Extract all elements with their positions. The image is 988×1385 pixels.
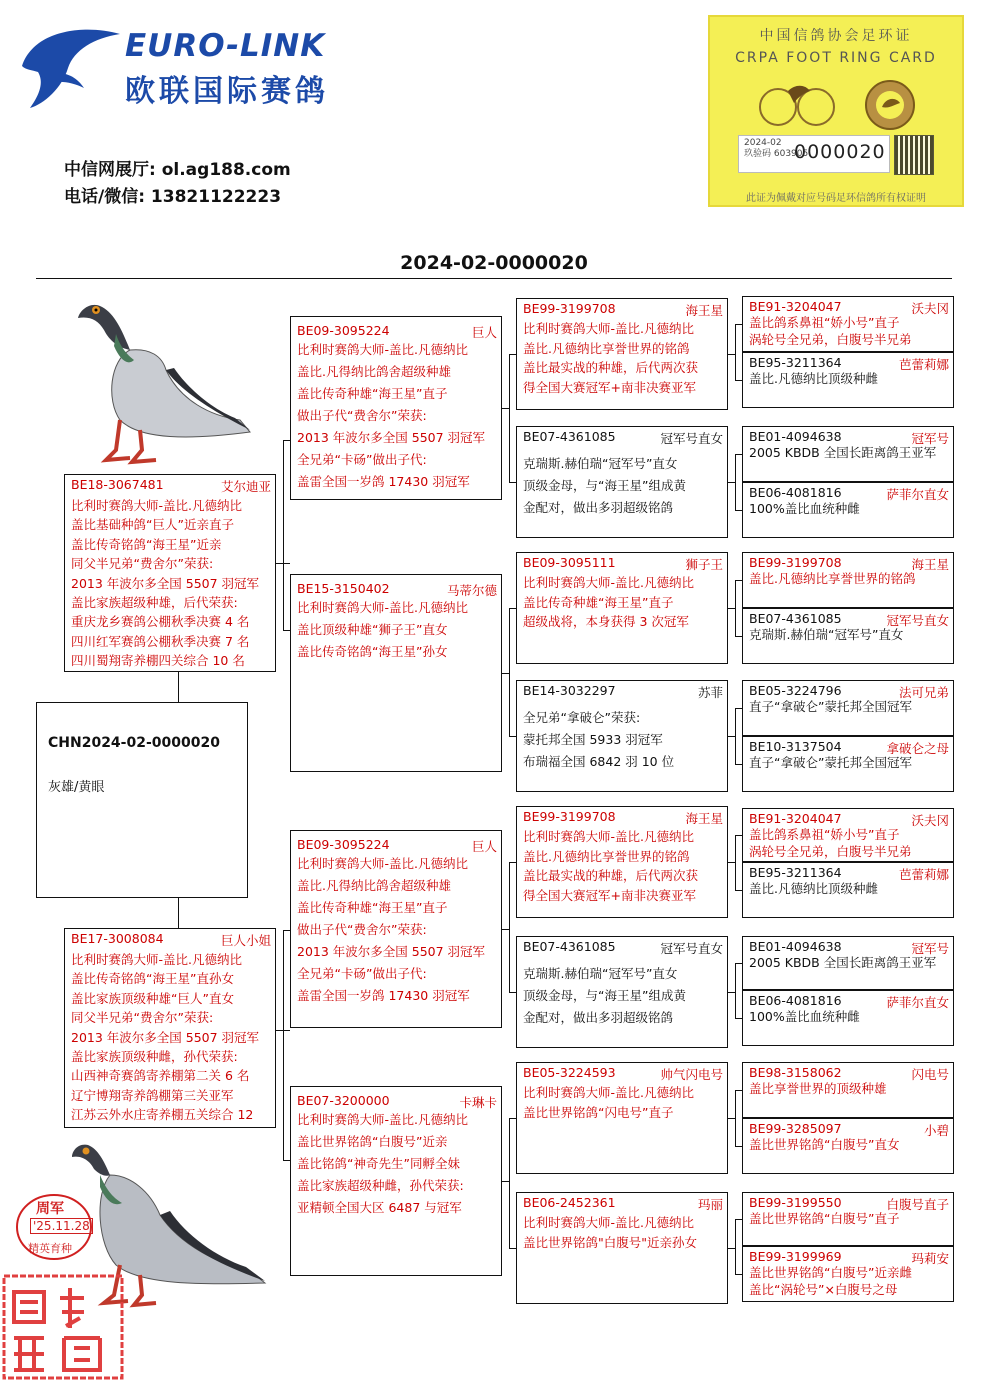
pigeon-id: BE10-3137504 (749, 739, 842, 754)
connector (283, 440, 284, 630)
connector (735, 454, 742, 455)
pigeon-notes: 2005 KBDB 全国长距离鸽王亚军 (749, 955, 937, 970)
pigeon-id: BE99-3285097 (749, 1121, 842, 1136)
g4-box-4 (742, 482, 954, 538)
square-chop-seal-icon (0, 1272, 128, 1382)
pigeon-id: BE01-4094638 (749, 939, 842, 954)
connector (735, 510, 742, 511)
pigeon-id: BE15-3150402 (297, 581, 390, 596)
pigeon-notes: 盖比世界铭鸽“白腹号”直女 (749, 1137, 900, 1152)
g4-box-5 (742, 552, 954, 608)
connector (735, 324, 742, 325)
g2-box-1 (290, 316, 502, 500)
pigeon-id: BE09-3095224 (297, 323, 390, 338)
pigeon-id: BE06-4081816 (749, 485, 842, 500)
subject-box (36, 702, 248, 898)
pigeon-notes: 盖比鸽系鼻祖“娇小号”直子 涡轮号全兄弟，白腹号半兄弟 (749, 827, 912, 859)
logo-chinese: 欧联国际赛鸽 (125, 74, 329, 109)
pigeon-name: 巨人 (471, 839, 497, 854)
pigeon-id: BE06-2452361 (523, 1195, 616, 1210)
connector (509, 1118, 516, 1119)
g4-box-14 (742, 1118, 954, 1174)
pigeon-name: 拿破仑之母 (886, 741, 949, 756)
pigeon-id: BE07-4361085 (749, 611, 842, 626)
pigeon-name: 海王星 (685, 811, 723, 826)
pigeon-notes: 比利时赛鸽大师-盖比.凡德纳比 盖比世界铭鸽"白腹号"近亲孙女 (523, 1215, 697, 1250)
pigeon-notes: 盖比.凡德纳比享誉世界的铭鸽 (749, 571, 916, 586)
connector (735, 1090, 736, 1146)
pedigree-title: 2024-02-0000020 (400, 252, 588, 274)
pigeon-id: BE01-4094638 (749, 429, 842, 444)
connector (502, 1181, 509, 1182)
pigeon-id: BE95-3211364 (749, 355, 842, 370)
pigeon-id: BE07-4361085 (523, 939, 616, 954)
pigeon-id: BE99-3199969 (749, 1249, 842, 1264)
pigeon-name: 巨人 (471, 325, 497, 340)
pigeon-notes: 100%盖比血统种雌 (749, 501, 860, 516)
pigeon-notes: 比利时赛鸽大师-盖比.凡德纳比 盖比基础种鸽“巨人”近亲直子 盖比传奇铭鸽“海王星”近亲 同父半兄弟“费舍尔”荣获: 2013 年波尔多全国 5507 羽冠军 盖比家族超级种雄，后代荣获: 重庆龙乡赛鸽公棚秋季决赛 4 名 四川红军赛鸽公棚秋季决赛 7 名 四川蜀翔寄养棚四关综合 10 名 (71, 498, 260, 669)
connector (178, 898, 179, 928)
connector (728, 482, 735, 483)
connector (509, 992, 516, 993)
stamp-name: 周军 (36, 1201, 64, 1217)
pigeon-id: BE95-3211364 (749, 865, 842, 880)
subject-desc: 灰雄/黄眼 (48, 780, 105, 795)
pigeon-notes: 比利时赛鸽大师-盖比.凡德纳比 盖比传奇种雄“海王星”直子 超级战将，本身获得 3 次冠军 (523, 575, 694, 629)
connector (735, 963, 736, 1018)
connector (728, 354, 735, 355)
connector (509, 1118, 510, 1248)
pigeon-name: 沃夫冈 (911, 813, 949, 828)
g3-box-8 (516, 1192, 728, 1304)
pigeon-name: 冠军号 (911, 941, 949, 956)
g4-box-9 (742, 808, 954, 862)
connector (735, 580, 742, 581)
pigeon-name: 沃夫冈 (911, 301, 949, 316)
pigeon-notes: 直子“拿破仑”蒙托邦全国冠军 (749, 699, 912, 714)
ring-card-footer: 此证为佩戴对应号码足环信鸽所有权证明 (746, 193, 926, 204)
connector (735, 1219, 742, 1220)
connector (728, 1118, 735, 1119)
connector (509, 862, 516, 863)
g3-box-5 (516, 806, 728, 918)
pigeon-id: BE99-3199708 (523, 809, 616, 824)
pigeon-notes: 比利时赛鸽大师-盖比.凡德纳比 盖比.凡得纳比鸽舍超级种雄 盖比传奇种雄“海王星”直子 做出子代“费舍尔”荣获: 2013 年波尔多全国 5507 羽冠军 全兄弟“卡砀”做出子代: 盖雷全国一岁鸽 17430 羽冠军 (297, 856, 486, 1003)
connector (178, 672, 179, 702)
logo-english: EURO-LINK (125, 28, 326, 64)
pigeon-notes: 克瑞斯.赫伯瑞“冠军号”直女 顶级金母，与“海王星”组成黄 金配对，做出多羽超级铭鸽 (523, 966, 686, 1025)
pigeon-id: BE09-3095224 (297, 837, 390, 852)
ring-number: 0000020 (794, 141, 886, 163)
connector (735, 1219, 736, 1274)
stamp-date: '25.11.28 (30, 1218, 93, 1234)
pigeon-name: 帅气闪电号 (660, 1067, 723, 1082)
pigeon-notes: 盖比.凡德纳比顶级种雌 (749, 881, 878, 896)
pigeon-notes: 比利时赛鸽大师-盖比.凡德纳比 盖比.凡得纳比鸽舍超级种雄 盖比传奇种雄“海王星”直子 做出子代“费舍尔”荣获: 2013 年波尔多全国 5507 羽冠军 全兄弟“卡砀”做出子代: 盖雷全国一岁鸽 17430 羽冠军 (297, 342, 486, 489)
g2-box-3 (290, 830, 502, 1028)
connector (735, 835, 742, 836)
pigeon-name: 闪电号 (911, 1067, 949, 1082)
stamp-label: 精英育种 (28, 1242, 72, 1255)
connector (502, 929, 509, 930)
pigeon-name: 狮子王 (685, 557, 723, 572)
pigeon-notes: 比利时赛鸽大师-盖比.凡德纳比 盖比顶级种雄“狮子王”直女 盖比传奇铭鸽“海王星”孙女 (297, 600, 468, 659)
g4-box-7 (742, 680, 954, 736)
pigeon-id: BE99-3199708 (523, 301, 616, 316)
g4-box-11 (742, 936, 954, 990)
pigeon-notes: 盖比享誉世界的顶级种雄 (749, 1081, 887, 1096)
g3-box-3 (516, 552, 728, 664)
connector (735, 835, 736, 890)
globe-pigeon-emblem-icon (758, 77, 838, 133)
pigeon-name: 萨菲尔直女 (886, 995, 949, 1010)
pigeon-notes: 克瑞斯.赫伯瑞“冠军号”直女 顶级金母，与“海王星”组成黄 金配对，做出多羽超级铭鸽 (523, 456, 686, 515)
pigeon-name: 冠军号直女 (660, 431, 723, 446)
qr-code-icon (894, 135, 934, 175)
pigeon-id: BE07-4361085 (523, 429, 616, 444)
pigeon-id: BE99-3199550 (749, 1195, 842, 1210)
connector (735, 1090, 742, 1091)
pigeon-id: BE17-3008084 (71, 931, 164, 946)
pigeon-id: BE91-3204047 (749, 299, 842, 314)
pigeon-photo-top (70, 290, 255, 470)
pigeon-name: 苏菲 (697, 685, 723, 700)
connector (502, 673, 509, 674)
connector (283, 630, 290, 631)
connector (735, 324, 736, 380)
pigeon-id: BE18-3067481 (71, 477, 164, 492)
pigeon-name: 芭蕾莉娜 (898, 357, 949, 372)
pigeon-notes: 克瑞斯.赫伯瑞“冠军号”直女 (749, 627, 904, 642)
pigeon-notes: 比利时赛鸽大师-盖比.凡德纳比 盖比.凡德纳比享誉世界的铭鸽 盖比最实战的种雄，后代两次获 得全国大赛冠军+南非决赛亚军 (523, 829, 699, 903)
pigeon-id: BE91-3204047 (749, 811, 842, 826)
pigeon-name: 马蒂尔德 (446, 583, 497, 598)
pigeon-notes: 2005 KBDB 全国长距离鸽王亚军 (749, 445, 937, 460)
ring-card-title-en: CRPA FOOT RING CARD (735, 50, 937, 66)
connector (509, 354, 510, 482)
connector (735, 890, 742, 891)
pigeon-name: 海王星 (911, 557, 949, 572)
pigeon-name: 芭蕾莉娜 (898, 867, 949, 882)
pigeon-notes: 盖比鸽系鼻祖“娇小号”直子 涡轮号全兄弟，白腹号半兄弟 (749, 315, 912, 347)
connector (735, 708, 736, 764)
crpa-seal-icon (860, 77, 920, 133)
connector (728, 1248, 735, 1249)
connector (283, 930, 290, 931)
pigeon-name: 卡琳卡 (459, 1095, 497, 1110)
connector (728, 608, 735, 609)
connector (509, 1248, 516, 1249)
pigeon-name: 萨菲尔直女 (886, 487, 949, 502)
g4-box-16 (742, 1246, 954, 1302)
g3-box-1 (516, 298, 728, 410)
pigeon-id: BE09-3095111 (523, 555, 616, 570)
g3-box-2 (516, 426, 728, 538)
pigeon-id: BE14-3032297 (523, 683, 616, 698)
g4-box-6 (742, 608, 954, 664)
connector (735, 963, 742, 964)
sire-box (64, 474, 276, 672)
pigeon-name: 玛丽 (697, 1197, 723, 1212)
pigeon-name: 法可兄弟 (898, 685, 949, 700)
pigeon-id: BE07-3200000 (297, 1093, 390, 1108)
pigeon-notes: 比利时赛鸽大师-盖比.凡德纳比 盖比.凡德纳比享誉世界的铭鸽 盖比最实战的种雄，后代两次获 得全国大赛冠军+南非决赛亚军 (523, 321, 699, 395)
connector (509, 736, 516, 737)
pigeon-notes: 100%盖比血统种雌 (749, 1009, 860, 1024)
pigeon-id: BE06-4081816 (749, 993, 842, 1008)
pigeon-name: 冠军号 (911, 431, 949, 446)
connector (728, 992, 735, 993)
g2-box-4 (290, 1086, 502, 1276)
foot-ring-card (708, 15, 964, 207)
connector (509, 608, 516, 609)
connector (735, 380, 742, 381)
connector (735, 580, 736, 636)
pigeon-notes: 比利时赛鸽大师-盖比.凡德纳比 盖比世界铭鸽“闪电号”直子 (523, 1085, 694, 1120)
connector (735, 1146, 742, 1147)
g4-box-12 (742, 990, 954, 1046)
connector (509, 354, 516, 355)
pigeon-id: BE05-3224593 (523, 1065, 616, 1080)
dam-box (64, 928, 276, 1128)
g3-box-6 (516, 936, 728, 1048)
g4-box-13 (742, 1062, 954, 1118)
g3-box-7 (516, 1062, 728, 1174)
contact-phone: 电话/微信: 13821122223 (64, 187, 282, 207)
pigeon-name: 巨人小姐 (220, 933, 271, 948)
pigeon-notes: 直子“拿破仑”蒙托邦全国冠军 (749, 755, 912, 770)
g4-box-1 (742, 296, 954, 352)
pigeon-name: 冠军号直女 (886, 613, 949, 628)
connector (509, 862, 510, 992)
contact-website: 中信网展厅: ol.ag188.com (64, 160, 291, 180)
connector (509, 482, 516, 483)
pigeon-id: BE98-3158062 (749, 1065, 842, 1080)
ring-year: 2024-02 玖验码 603905 (744, 138, 809, 159)
pigeon-notes: 盖比世界铭鸽“白腹号”直子 (749, 1211, 900, 1226)
pigeon-name: 小碧 (923, 1123, 949, 1138)
pigeon-name: 冠军号直女 (660, 941, 723, 956)
pigeon-name: 白腹号直子 (886, 1197, 949, 1212)
pigeon-id: BE05-3224796 (749, 683, 842, 698)
title-rule (36, 278, 952, 279)
pigeon-notes: 比利时赛鸽大师-盖比.凡德纳比 盖比传奇铭鸽“海王星”直孙女 盖比家族顶级种雄“巨人”直女 同父半兄弟“费舍尔”荣获: 2013 年波尔多全国 5507 羽冠军 盖比家族顶级种雌，孙代荣获: 山西神奇赛鸽寄养棚第二关 6 名 辽宁博翔寄养鸽棚第三关亚军 江苏云外水庄寄养棚五关综合 12 (71, 952, 260, 1123)
subject-ring: CHN2024-02-0000020 (48, 735, 220, 751)
pigeon-notes: 比利时赛鸽大师-盖比.凡德纳比 盖比世界铭鸽“白腹号”近亲 盖比铭鸽“神奇先生”同孵全妹 盖比家族超级种雌，孙代荣获: 亚精顿全国大区 6487 与冠军 (297, 1112, 468, 1215)
euro-link-bird-logo (14, 24, 124, 112)
connector (283, 1160, 290, 1161)
connector (735, 1274, 742, 1275)
connector (728, 736, 735, 737)
connector (728, 862, 735, 863)
g4-box-10 (742, 862, 954, 918)
g4-box-8 (742, 736, 954, 792)
pigeon-id: BE99-3199708 (749, 555, 842, 570)
connector (509, 608, 510, 736)
connector (283, 930, 284, 1160)
connector (735, 1018, 742, 1019)
connector (502, 408, 509, 409)
pigeon-notes: 全兄弟“拿破仑”荣获: 蒙托邦全国 5933 羽冠军 布瑞福全国 6842 羽 10 位 (523, 710, 675, 769)
g3-box-4 (516, 680, 728, 792)
pigeon-name: 玛莉安 (911, 1251, 949, 1266)
connector (735, 764, 742, 765)
pigeon-notes: 盖比.凡德纳比顶级种雌 (749, 371, 878, 386)
g4-box-15 (742, 1192, 954, 1246)
connector (735, 636, 742, 637)
connector (735, 708, 742, 709)
g4-box-2 (742, 352, 954, 408)
g2-box-2 (290, 574, 502, 772)
ring-card-title-cn: 中国信鸽协会足环证 (759, 28, 913, 44)
connector (283, 440, 290, 441)
pigeon-name: 艾尔迪亚 (220, 479, 271, 494)
pigeon-name: 海王星 (685, 303, 723, 318)
g4-box-3 (742, 426, 954, 482)
pigeon-notes: 盖比世界铭鸽“白腹号”近亲雌 盖比“涡轮号”×白腹号之母 (749, 1265, 912, 1297)
connector (735, 454, 736, 510)
